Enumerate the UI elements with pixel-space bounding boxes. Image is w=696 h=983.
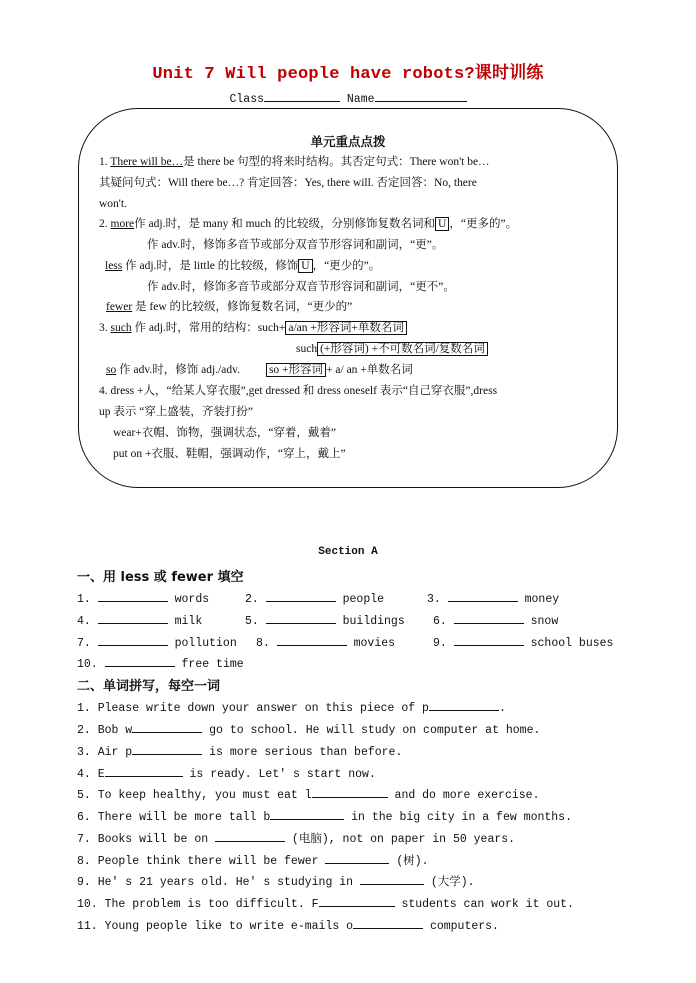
fill-blank[interactable] [105, 655, 175, 667]
point-3-such-2: such (+形容词) +不可数名词/复数名词 [296, 342, 488, 356]
point-4-line-2: up 表示 “穿上盛装，齐装打扮” [99, 406, 253, 418]
point-2-less-adv: 作 adv.时，修饰多音节或部分双音节形容词和副词，“更不”。 [147, 281, 455, 293]
point-4-wear: wear+衣帽、饰物，强调状态，“穿着，戴着” [113, 427, 337, 439]
spelling-line: 11. Young people like to write e-mails o computers. [77, 917, 499, 933]
fill-blank[interactable] [454, 634, 524, 646]
point-3-so: so 作 adv.时，修饰 adj./adv. so +形容词 + a/ an +单数名词 [106, 364, 413, 376]
point-4-put-on: put on +衣服、鞋帽，强调动作，“穿上，戴上” [113, 448, 346, 460]
fill-item: 9. school buses [433, 634, 613, 650]
section-a-heading: Section A [318, 546, 378, 558]
spelling-line: 5. To keep healthy, you must eat l and do more exercise. [77, 786, 539, 802]
fill-item: 4. milk [77, 612, 202, 628]
point-1-line-3: won't. [99, 198, 127, 210]
spelling-blank[interactable] [215, 830, 285, 842]
part-1-heading: 一、用 less 或 fewer 填空 [77, 570, 244, 585]
fill-item: 2. people [245, 590, 384, 606]
spelling-blank[interactable] [270, 808, 344, 820]
fill-blank[interactable] [98, 590, 168, 602]
spelling-blank[interactable] [360, 873, 424, 885]
fill-blank[interactable] [266, 612, 336, 624]
fill-item: 8. movies [256, 634, 395, 650]
class-blank[interactable] [264, 90, 340, 102]
fill-item: 3. money [427, 590, 559, 606]
spelling-line: 8. People think there will be fewer (树). [77, 852, 429, 868]
spelling-line: 2. Bob w go to school. He will study on computer at home. [77, 721, 540, 737]
worksheet-title: Unit 7 Will people have robots?课时训练 [152, 65, 544, 84]
fill-blank[interactable] [277, 634, 347, 646]
point-2-more-adv: 作 adv.时，修饰多音节或部分双音节形容词和副词，“更”。 [147, 239, 444, 251]
spelling-blank[interactable] [132, 721, 202, 733]
spelling-line: 10. The problem is too difficult. F students can work it out. [77, 895, 574, 911]
spelling-line: 9. He' s 21 years old. He' s studying in (大学). [77, 873, 475, 889]
fill-item: 7. pollution [77, 634, 237, 650]
spelling-line: 3. Air p is more serious than before. [77, 743, 402, 759]
fill-item: 1. words [77, 590, 209, 606]
name-blank[interactable] [375, 90, 467, 102]
class-label: Class [229, 93, 264, 106]
spelling-line: 1. Please write down your answer on this piece of p . [77, 699, 506, 715]
fill-item: 6. snow [433, 612, 558, 628]
fill-blank[interactable] [448, 590, 518, 602]
point-1-line-2: 其疑问句式：Will there be…? 肯定回答：Yes, there will. 否定回答：No, there [99, 177, 477, 189]
name-label: Name [346, 93, 375, 106]
fill-item: 5. buildings [245, 612, 405, 628]
spelling-blank[interactable] [105, 765, 183, 777]
spelling-blank[interactable] [325, 852, 389, 864]
part-2-heading: 二、单词拼写，每空一词 [77, 679, 221, 694]
spelling-blank[interactable] [319, 895, 395, 907]
point-2-fewer: fewer 是 few 的比较级，修饰复数名词，“更少的” [106, 301, 353, 313]
point-2-more: 2. more作 adj.时，是 many 和 much 的比较级，分别修饰复数名词和 U ，“更多的”。 [99, 218, 518, 230]
fill-blank[interactable] [98, 634, 168, 646]
fill-item: 10. free time [77, 655, 244, 671]
point-4-line-1: 4. dress +人，“给某人穿衣服”,get dressed 和 dress oneself 表示“自己穿衣服”,dress [99, 385, 498, 397]
spelling-blank[interactable] [132, 743, 202, 755]
point-2-less: less 作 adj.时，是 little 的比较级，修饰 U ，“更少的”。 [105, 260, 381, 272]
fill-blank[interactable] [98, 612, 168, 624]
point-1-line-1: 1. There will be…是 there be 句型的将来时结构。其否定句式：There won't be… [99, 156, 490, 168]
fill-blank[interactable] [266, 590, 336, 602]
spelling-line: 6. There will be more tall b in the big city in a few months. [77, 808, 572, 824]
spelling-line: 4. E is ready. Let' s start now. [77, 765, 376, 781]
point-3-such-1: 3. such 作 adj.时，常用的结构：such+ a/an +形容词+单数名词 [99, 321, 407, 335]
fill-blank[interactable] [454, 612, 524, 624]
spelling-blank[interactable] [312, 786, 388, 798]
class-name-line [0, 90, 696, 106]
key-points-heading: 单元重点点拨 [310, 134, 386, 149]
spelling-line: 7. Books will be on (电脑), not on paper in 50 years. [77, 830, 515, 846]
spelling-blank[interactable] [353, 917, 423, 929]
spelling-blank[interactable] [429, 699, 499, 711]
